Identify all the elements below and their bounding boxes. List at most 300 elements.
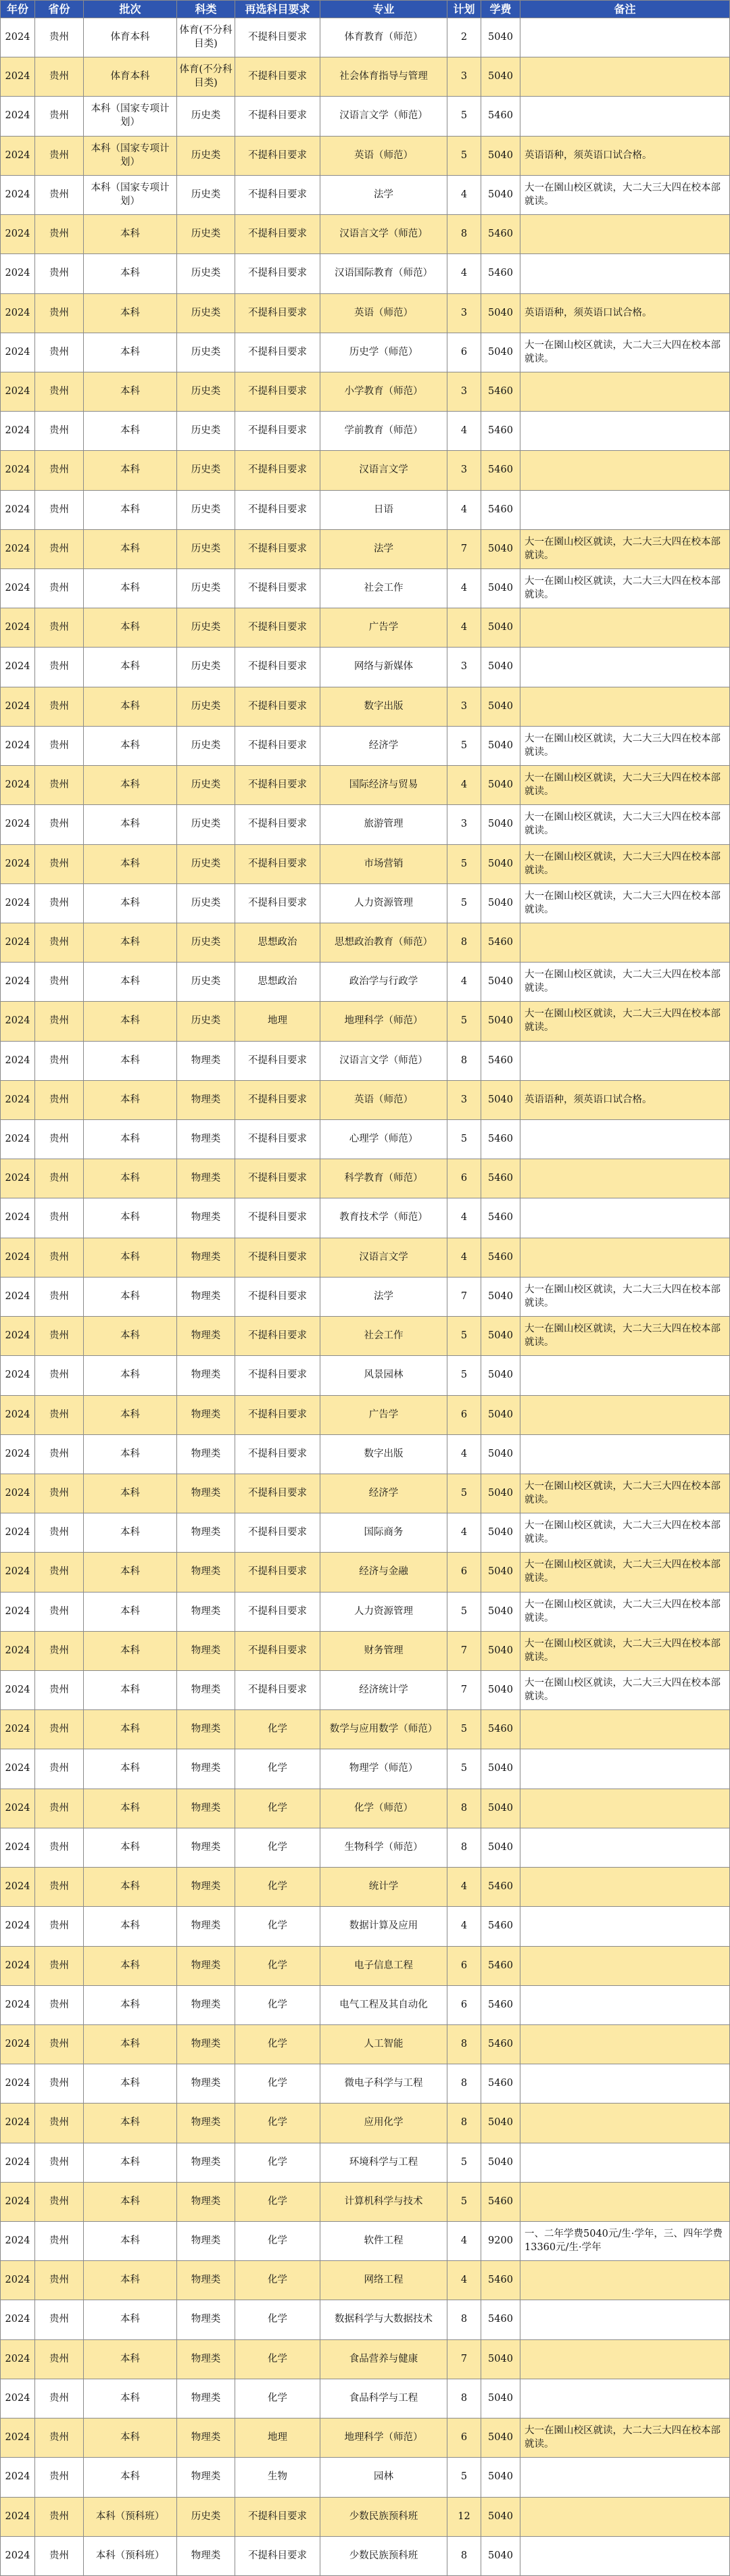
tuition-cell: 5460 [481,1159,520,1198]
category-cell: 物理类 [177,1120,235,1159]
table-row [0,1907,730,1947]
major-cell: 经济与金融 [320,1553,447,1593]
subject-requirement-cell: 不提科目要求 [235,1435,320,1474]
remarks-cell: 大一在園山校区就读，大二大三大四在校本部就读。 [520,1632,730,1671]
major-cell: 汉语国际教育（师范） [320,254,447,294]
major-cell: 电气工程及其自动化 [320,1986,447,2025]
plan-cell: 3 [447,451,481,491]
major-cell: 数字出版 [320,687,447,727]
major-cell: 汉语言文学（师范） [320,97,447,137]
year-cell: 2024 [0,2143,35,2183]
table-row [0,2143,730,2183]
year-cell: 2024 [0,1238,35,1278]
tuition-cell: 5040 [481,57,520,97]
subject-requirement-cell: 化学 [235,1710,320,1749]
category-cell: 物理类 [177,2025,235,2064]
batch-cell: 本科 [84,2379,177,2419]
batch-cell: 本科（国家专项计划） [84,137,177,176]
batch-cell: 本科 [84,687,177,727]
province-cell: 贵州 [35,1396,84,1435]
province-cell: 贵州 [35,333,84,372]
table-row [0,845,730,884]
batch-cell: 本科 [84,333,177,372]
major-cell: 数据计算及应用 [320,1907,447,1947]
subject-requirement-cell: 不提科目要求 [235,1278,320,1317]
batch-cell: 本科 [84,2025,177,2064]
major-cell: 日语 [320,491,447,530]
subject-requirement-cell: 不提科目要求 [235,727,320,766]
batch-cell: 本科 [84,2143,177,2183]
table-row [0,2340,730,2379]
subject-requirement-cell: 化学 [235,1947,320,1986]
province-cell: 贵州 [35,727,84,766]
batch-cell: 本科 [84,1749,177,1789]
plan-cell: 7 [447,530,481,569]
table-row [0,1828,730,1868]
category-cell: 历史类 [177,2498,235,2537]
province-cell: 贵州 [35,2458,84,2498]
plan-cell: 3 [447,648,481,687]
major-cell: 心理学（师范） [320,1120,447,1159]
remarks-cell [520,2064,730,2104]
remarks-cell [520,2458,730,2498]
province-cell: 贵州 [35,1317,84,1356]
category-cell: 历史类 [177,608,235,648]
plan-cell: 4 [447,2261,481,2300]
year-cell: 2024 [0,1396,35,1435]
subject-requirement-cell: 不提科目要求 [235,57,320,97]
year-cell: 2024 [0,569,35,608]
plan-cell: 8 [447,1789,481,1828]
tuition-cell: 5040 [481,687,520,727]
subject-requirement-cell: 化学 [235,2379,320,2419]
table-row [0,2300,730,2340]
remarks-cell [520,1120,730,1159]
category-cell: 物理类 [177,1553,235,1593]
subject-requirement-cell: 不提科目要求 [235,648,320,687]
subject-requirement-cell: 化学 [235,1907,320,1947]
plan-cell: 7 [447,1632,481,1671]
year-cell: 2024 [0,1042,35,1081]
province-cell: 贵州 [35,1947,84,1986]
year-cell: 2024 [0,2064,35,2104]
remarks-cell: 大一在園山校区就读，大二大三大四在校本部就读。 [520,1474,730,1513]
batch-cell: 本科 [84,1593,177,1632]
category-cell: 物理类 [177,1749,235,1789]
tuition-cell: 5040 [481,608,520,648]
category-cell: 物理类 [177,1947,235,1986]
remarks-cell [520,2340,730,2379]
year-cell: 2024 [0,2498,35,2537]
table-row [0,805,730,845]
subject-requirement-cell: 不提科目要求 [235,333,320,372]
subject-requirement-cell: 不提科目要求 [235,451,320,491]
subject-requirement-cell: 不提科目要求 [235,530,320,569]
major-cell: 教育技术学（师范） [320,1198,447,1238]
major-cell: 经济学 [320,727,447,766]
category-cell: 物理类 [177,1396,235,1435]
tuition-cell: 5040 [481,2143,520,2183]
subject-requirement-cell: 不提科目要求 [235,1593,320,1632]
table-row [0,451,730,491]
plan-cell: 6 [447,1947,481,1986]
major-cell: 经济学 [320,1474,447,1513]
major-cell: 网络工程 [320,2261,447,2300]
remarks-cell [520,1238,730,1278]
year-cell: 2024 [0,333,35,372]
plan-cell: 8 [447,2300,481,2340]
batch-cell: 本科 [84,845,177,884]
batch-cell: 本科 [84,1868,177,1907]
category-cell: 历史类 [177,333,235,372]
subject-requirement-cell: 化学 [235,2222,320,2261]
year-cell: 2024 [0,884,35,923]
remarks-cell: 大一在園山校区就读，大二大三大四在校本部就读。 [520,1317,730,1356]
batch-cell: 本科 [84,2183,177,2222]
category-cell: 历史类 [177,137,235,176]
subject-requirement-cell: 不提科目要求 [235,1198,320,1238]
year-cell: 2024 [0,491,35,530]
subject-requirement-cell: 化学 [235,1749,320,1789]
plan-cell: 5 [447,137,481,176]
province-cell: 贵州 [35,176,84,215]
remarks-cell [520,412,730,451]
province-cell: 贵州 [35,1789,84,1828]
year-cell: 2024 [0,1828,35,1868]
plan-cell: 6 [447,2419,481,2458]
table-row [0,2498,730,2537]
subject-requirement-cell: 不提科目要求 [235,766,320,805]
province-cell: 贵州 [35,1632,84,1671]
year-cell: 2024 [0,1986,35,2025]
major-cell: 英语（师范） [320,294,447,333]
tuition-cell: 5040 [481,1513,520,1553]
province-cell: 贵州 [35,1868,84,1907]
year-cell: 2024 [0,1749,35,1789]
tuition-cell: 5460 [481,2261,520,2300]
major-cell: 环境科学与工程 [320,2143,447,2183]
province-cell: 贵州 [35,648,84,687]
plan-cell: 4 [447,254,481,294]
batch-cell: 本科 [84,1356,177,1396]
subject-requirement-cell: 化学 [235,1986,320,2025]
subject-requirement-cell: 不提科目要求 [235,1081,320,1120]
category-cell: 历史类 [177,569,235,608]
year-cell: 2024 [0,2537,35,2576]
major-cell: 人工智能 [320,2025,447,2064]
remarks-cell: 大一在園山校区就读，大二大三大四在校本部就读。 [520,1002,730,1042]
batch-cell: 本科 [84,530,177,569]
major-cell: 社会工作 [320,1317,447,1356]
tuition-cell: 5040 [481,1474,520,1513]
major-cell: 社会工作 [320,569,447,608]
major-cell: 汉语言文学 [320,1238,447,1278]
year-cell: 2024 [0,1513,35,1553]
year-cell: 2024 [0,1710,35,1749]
province-cell: 贵州 [35,1671,84,1710]
batch-cell: 本科 [84,1198,177,1238]
year-cell: 2024 [0,57,35,97]
plan-cell: 8 [447,2064,481,2104]
tuition-cell: 5460 [481,923,520,963]
remarks-cell [520,687,730,727]
subject-requirement-cell: 思想政治 [235,963,320,1002]
category-cell: 物理类 [177,1356,235,1396]
batch-cell: 本科 [84,294,177,333]
plan-cell: 4 [447,176,481,215]
category-cell: 历史类 [177,845,235,884]
tuition-cell: 5040 [481,845,520,884]
remarks-cell [520,1947,730,1986]
category-cell: 历史类 [177,97,235,137]
category-cell: 物理类 [177,1317,235,1356]
province-cell: 贵州 [35,2537,84,2576]
batch-cell: 本科 [84,1435,177,1474]
tuition-cell: 5040 [481,2419,520,2458]
remarks-cell [520,372,730,412]
category-cell: 历史类 [177,727,235,766]
batch-cell: 本科 [84,766,177,805]
tuition-cell: 5040 [481,1435,520,1474]
major-cell: 物理学（师范） [320,1749,447,1789]
table-row [0,923,730,963]
year-cell: 2024 [0,2340,35,2379]
year-cell: 2024 [0,2419,35,2458]
province-cell: 贵州 [35,1278,84,1317]
major-cell: 电子信息工程 [320,1947,447,1986]
subject-requirement-cell: 不提科目要求 [235,1356,320,1396]
batch-cell: 本科 [84,1002,177,1042]
province-cell: 贵州 [35,18,84,57]
province-cell: 贵州 [35,254,84,294]
year-cell: 2024 [0,1907,35,1947]
major-cell: 风景园林 [320,1356,447,1396]
tuition-cell: 9200 [481,2222,520,2261]
subject-requirement-cell: 化学 [235,2025,320,2064]
batch-cell: 本科 [84,1396,177,1435]
plan-cell: 4 [447,1238,481,1278]
major-cell: 汉语言文学（师范） [320,215,447,254]
province-cell: 贵州 [35,1749,84,1789]
year-cell: 2024 [0,1002,35,1042]
batch-cell: 本科 [84,1081,177,1120]
major-cell: 英语（师范） [320,1081,447,1120]
tuition-cell: 5040 [481,1749,520,1789]
tuition-cell: 5040 [481,569,520,608]
subject-requirement-cell: 不提科目要求 [235,805,320,845]
plan-cell: 8 [447,215,481,254]
year-cell: 2024 [0,1317,35,1356]
plan-cell: 4 [447,491,481,530]
batch-cell: 本科 [84,727,177,766]
year-cell: 2024 [0,451,35,491]
category-cell: 历史类 [177,294,235,333]
category-cell: 历史类 [177,412,235,451]
major-cell: 法学 [320,530,447,569]
subject-requirement-cell: 不提科目要求 [235,1474,320,1513]
category-cell: 体育(不分科目类) [177,18,235,57]
year-cell: 2024 [0,137,35,176]
remarks-cell: 英语语种，须英语口试合格。 [520,137,730,176]
province-cell: 贵州 [35,2340,84,2379]
province-cell: 贵州 [35,2064,84,2104]
subject-requirement-cell: 化学 [235,1828,320,1868]
plan-cell: 4 [447,963,481,1002]
major-cell: 数学与应用数学（师范） [320,1710,447,1749]
year-cell: 2024 [0,176,35,215]
plan-cell: 4 [447,766,481,805]
batch-cell: 本科 [84,2340,177,2379]
table-row [0,1278,730,1317]
batch-cell: 本科 [84,412,177,451]
plan-cell: 3 [447,372,481,412]
major-cell: 广告学 [320,1396,447,1435]
remarks-cell [520,2498,730,2537]
tuition-cell: 5040 [481,963,520,1002]
tuition-cell: 5460 [481,1986,520,2025]
tuition-cell: 5460 [481,1947,520,1986]
category-cell: 物理类 [177,1513,235,1553]
subject-requirement-cell: 思想政治 [235,923,320,963]
remarks-cell: 一、二年学费5040元/生·学年，三、四年学费13360元/生·学年 [520,2222,730,2261]
subject-requirement-cell: 不提科目要求 [235,1671,320,1710]
table-row [0,1749,730,1789]
table-row [0,1947,730,1986]
province-cell: 贵州 [35,1159,84,1198]
category-cell: 物理类 [177,1198,235,1238]
table-row [0,1474,730,1513]
province-cell: 贵州 [35,1042,84,1081]
header-remarks: 备注 [520,0,730,18]
province-cell: 贵州 [35,1435,84,1474]
tuition-cell: 5040 [481,805,520,845]
category-cell: 物理类 [177,2222,235,2261]
province-cell: 贵州 [35,687,84,727]
province-cell: 贵州 [35,1986,84,2025]
province-cell: 贵州 [35,1907,84,1947]
batch-cell: 本科 [84,2300,177,2340]
province-cell: 贵州 [35,530,84,569]
subject-requirement-cell: 不提科目要求 [235,1317,320,1356]
remarks-cell [520,2143,730,2183]
tuition-cell: 5040 [481,1002,520,1042]
header-batch: 批次 [84,0,177,18]
batch-cell: 本科 [84,1632,177,1671]
province-cell: 贵州 [35,412,84,451]
year-cell: 2024 [0,1198,35,1238]
year-cell: 2024 [0,1278,35,1317]
tuition-cell: 5460 [481,1868,520,1907]
remarks-cell: 大一在園山校区就读，大二大三大四在校本部就读。 [520,1513,730,1553]
major-cell: 计算机科学与技术 [320,2183,447,2222]
category-cell: 物理类 [177,1435,235,1474]
category-cell: 历史类 [177,923,235,963]
plan-cell: 8 [447,1042,481,1081]
year-cell: 2024 [0,648,35,687]
batch-cell: 本科（国家专项计划） [84,176,177,215]
subject-requirement-cell: 地理 [235,2419,320,2458]
year-cell: 2024 [0,2300,35,2340]
tuition-cell: 5040 [481,2458,520,2498]
remarks-cell [520,1868,730,1907]
plan-cell: 4 [447,1868,481,1907]
remarks-cell: 大一在園山校区就读，大二大三大四在校本部就读。 [520,1671,730,1710]
province-cell: 贵州 [35,451,84,491]
table-body [0,18,730,2576]
major-cell: 社会体育指导与管理 [320,57,447,97]
header-major: 专业 [320,0,447,18]
remarks-cell [520,2261,730,2300]
table-row [0,1593,730,1632]
year-cell: 2024 [0,1356,35,1396]
plan-cell: 8 [447,2104,481,2143]
tuition-cell: 5040 [481,1396,520,1435]
batch-cell: 本科 [84,2419,177,2458]
subject-requirement-cell: 不提科目要求 [235,1120,320,1159]
remarks-cell [520,2183,730,2222]
category-cell: 物理类 [177,2183,235,2222]
plan-cell: 5 [447,1474,481,1513]
table-row [0,1435,730,1474]
remarks-cell: 大一在園山校区就读，大二大三大四在校本部就读。 [520,1278,730,1317]
tuition-cell: 5460 [481,1907,520,1947]
subject-requirement-cell: 化学 [235,2104,320,2143]
remarks-cell [520,1159,730,1198]
plan-cell: 3 [447,687,481,727]
table-row [0,1513,730,1553]
plan-cell: 4 [447,1435,481,1474]
year-cell: 2024 [0,1474,35,1513]
batch-cell: 本科 [84,1159,177,1198]
subject-requirement-cell: 不提科目要求 [235,412,320,451]
year-cell: 2024 [0,2261,35,2300]
batch-cell: 本科 [84,1120,177,1159]
tuition-cell: 5460 [481,2183,520,2222]
batch-cell: 本科 [84,923,177,963]
tuition-cell: 5040 [481,727,520,766]
table-row [0,1081,730,1120]
subject-requirement-cell: 化学 [235,1789,320,1828]
year-cell: 2024 [0,963,35,1002]
major-cell: 软件工程 [320,2222,447,2261]
category-cell: 物理类 [177,1710,235,1749]
category-cell: 物理类 [177,1081,235,1120]
tuition-cell: 5460 [481,1042,520,1081]
major-cell: 园林 [320,2458,447,2498]
remarks-cell [520,215,730,254]
province-cell: 贵州 [35,2498,84,2537]
table-row [0,1120,730,1159]
province-cell: 贵州 [35,1710,84,1749]
tuition-cell: 5040 [481,18,520,57]
table-row [0,333,730,372]
year-cell: 2024 [0,1435,35,1474]
tuition-cell: 5040 [481,2537,520,2576]
category-cell: 物理类 [177,2379,235,2419]
year-cell: 2024 [0,845,35,884]
subject-requirement-cell: 不提科目要求 [235,176,320,215]
tuition-cell: 5040 [481,1081,520,1120]
table-row [0,1002,730,1042]
major-cell: 应用化学 [320,2104,447,2143]
province-cell: 贵州 [35,1828,84,1868]
remarks-cell [520,1907,730,1947]
major-cell: 政治学与行政学 [320,963,447,1002]
major-cell: 汉语言文学 [320,451,447,491]
table-row [0,372,730,412]
subject-requirement-cell: 不提科目要求 [235,1553,320,1593]
table-row [0,57,730,97]
